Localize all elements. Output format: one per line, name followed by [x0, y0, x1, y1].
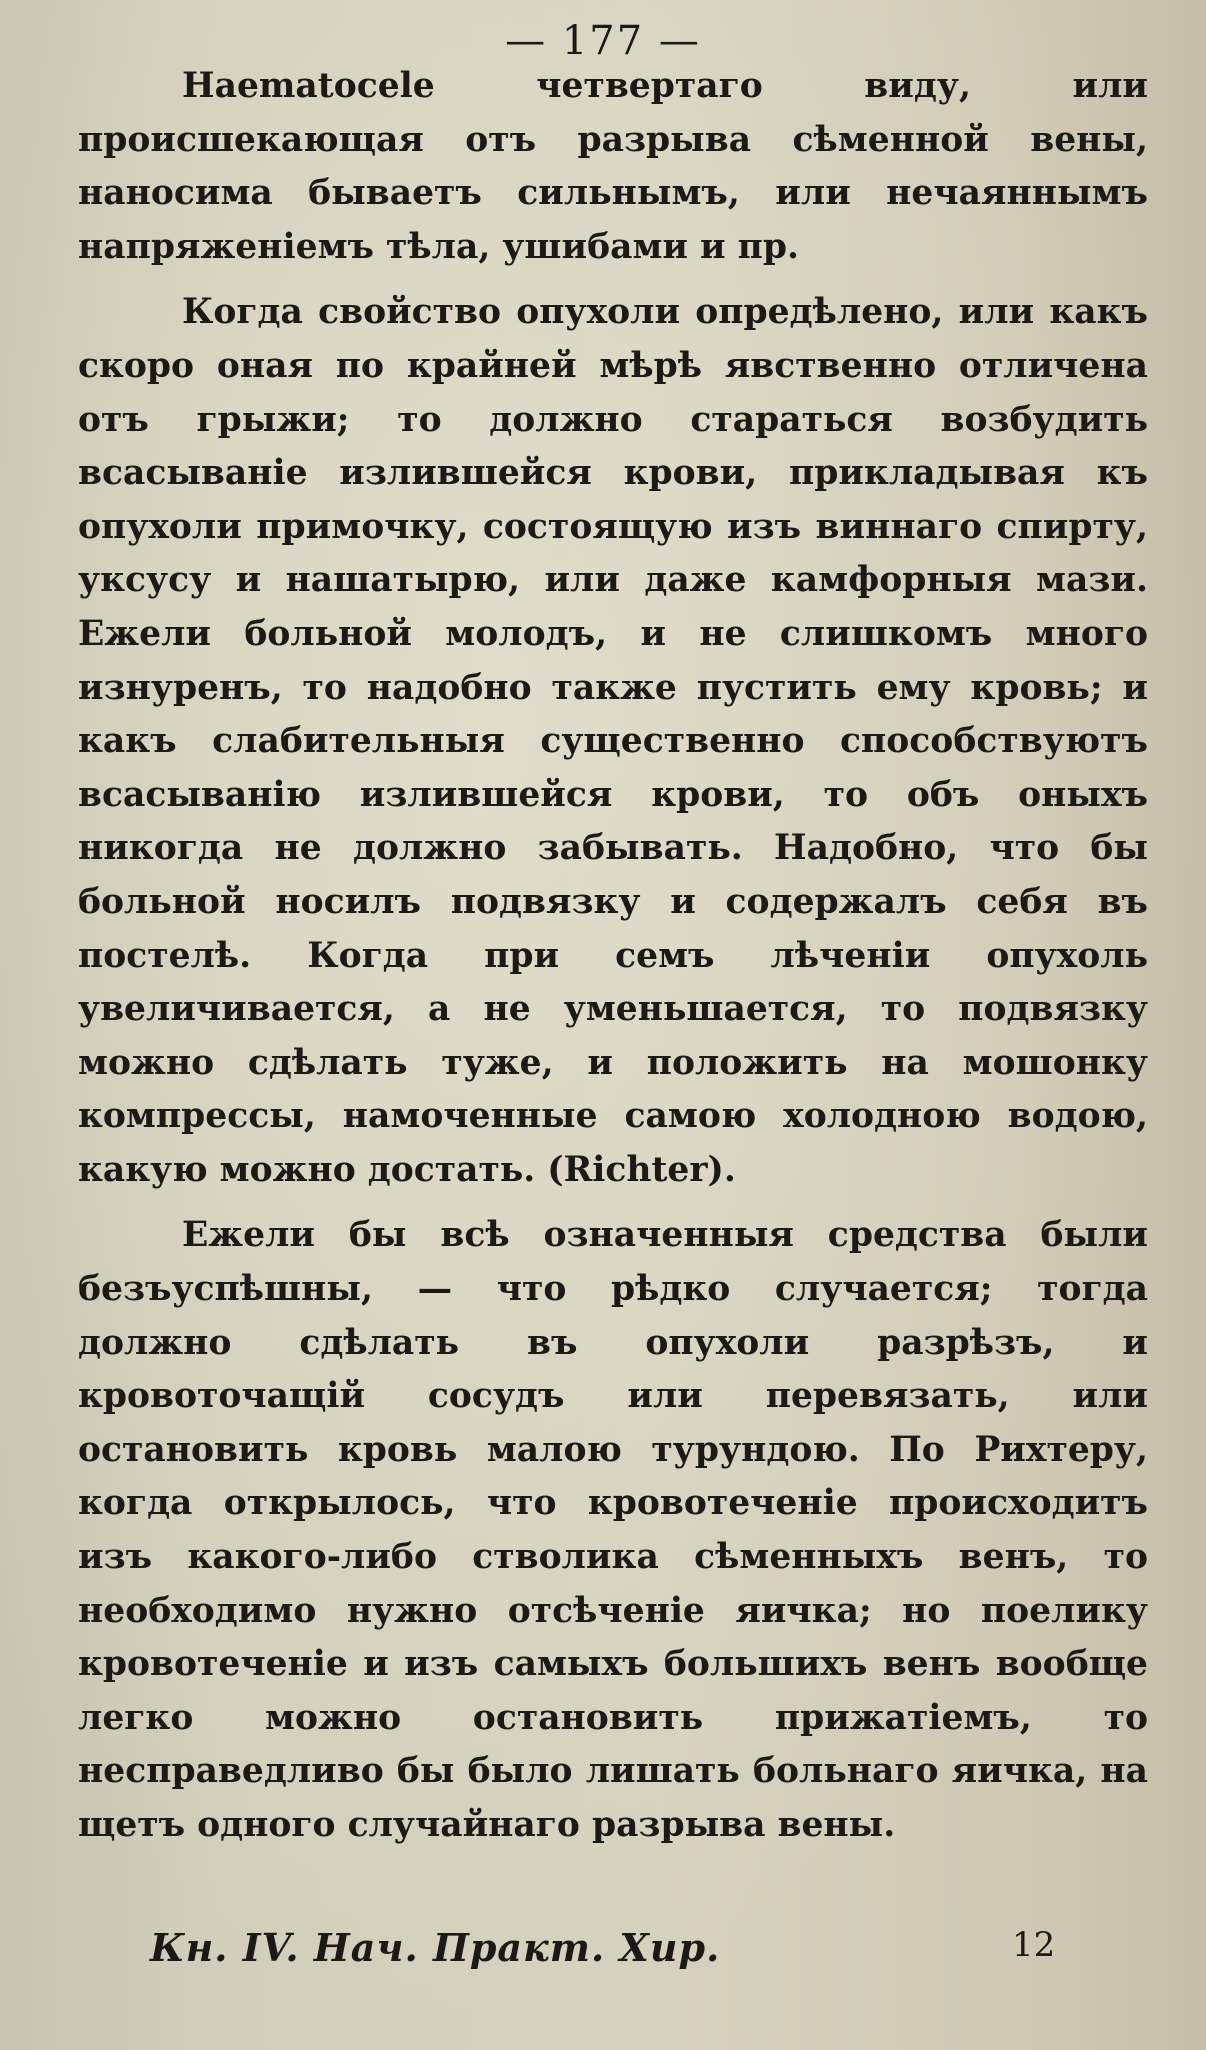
page-number: — 177 — [505, 18, 701, 64]
paragraph-1: Haematocele четвертаго виду, или происшекающая отъ разрыва сѣменной вены, наносима бываетъ сильнымъ, или нечаяннымъ напряженіемъ тѣла, ушибами и пр. [78, 66, 1148, 267]
paragraph-2: Когда свойство опухоли опредѣлено, или какъ скоро оная по крайней мѣрѣ явственно отличена отъ грыжи; то должно стараться возбудить всасываніе излившейся крови, прикладывая къ опухоли примочку, состоящую изъ виннаго спирту, уксусу и нашатырю, или даже камфорныя мази. Ежели больной молодъ, и не слишкомъ много изнуренъ, то надобно также пустить ему кровь; и какъ слабительныя существенно способствуютъ всасыванію излившейся крови, то объ оныхъ никогда не должно забывать. Надобно, что бы больной носилъ подвязку и содержалъ себя въ постелѣ. Когда при семъ лѣченіи опухоль увеличивается, а не уменьшается, то подвязку можно сдѣлать туже, и положить на мошонку компрессы, намоченные самою холодною водою, какую можно достать. (Richter). [78, 292, 1148, 1190]
body-text [78, 60, 1148, 1865]
signature-mark: Кн. IV. Нач. Практ. Хир. [150, 1925, 721, 1970]
paragraph-3: Ежели бы всѣ означенныя средства были безъуспѣшны, — что рѣдко случается; тогда должно сдѣлать въ опухоли разрѣзъ, и кровоточащій сосудъ или перевязать, или остановить кровь малою турундою. По Рихтеру, когда открылось, что кровотеченіе происходитъ изъ какого-либо стволика сѣменныхъ венъ, то необходимо нужно отсѣченіе яичка; но поелику кровотеченіе и изъ самыхъ большихъ венъ вообще легко можно остановить прижатіемъ, то несправедливо бы было лишать больнаго яичка, на щетъ одного случайнаго разрыва вены. [78, 1215, 1148, 1845]
sheet-number: 12 [1012, 1925, 1056, 1965]
